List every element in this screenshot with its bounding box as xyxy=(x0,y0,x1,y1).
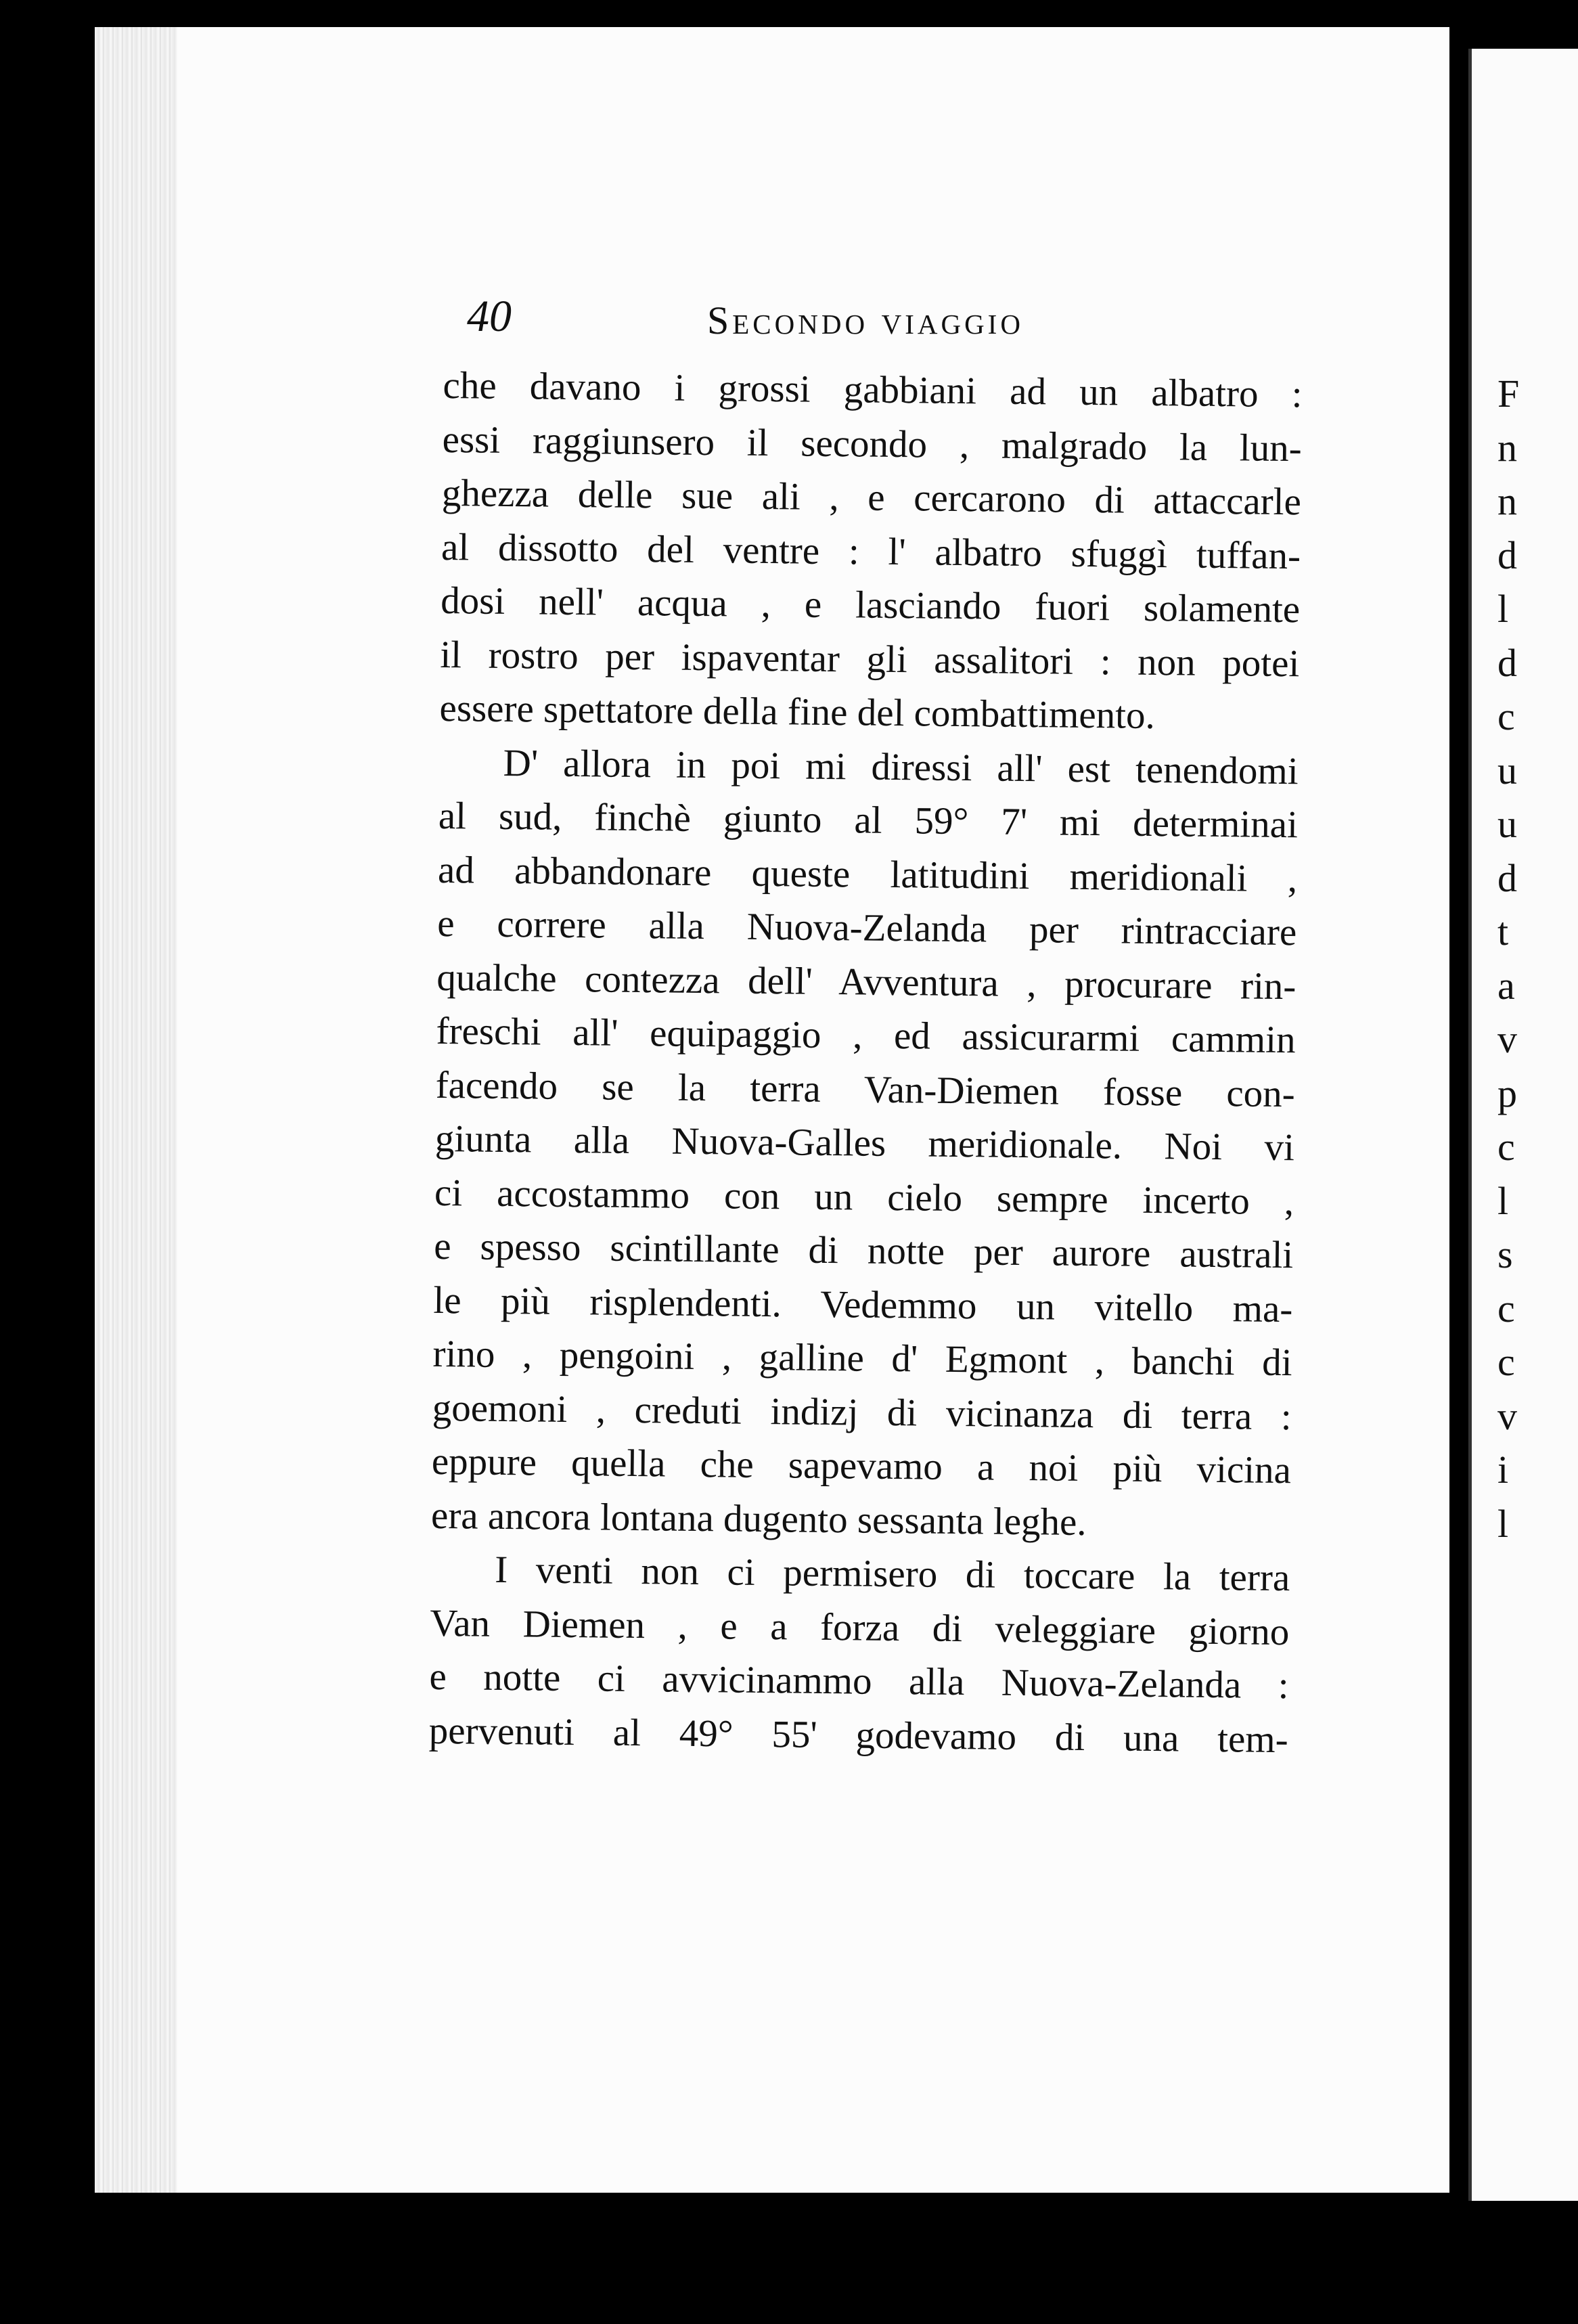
text-line: dosi nell' acqua , e lasciando fuori solamente xyxy=(440,579,1301,631)
facing-page-letter: n xyxy=(1497,425,1517,470)
facing-page-letter: p xyxy=(1497,1071,1517,1115)
text-line: al dissotto del ventre : l' albatro sfuggì tuffan- xyxy=(441,525,1301,577)
facing-page-letter: u xyxy=(1497,748,1517,792)
text-line: giunta alla Nuova-Galles meridionale. Noi vi xyxy=(434,1117,1295,1169)
facing-page-letter: l xyxy=(1497,1178,1509,1223)
text-line: facendo se la terra Van-Diemen fosse con- xyxy=(435,1063,1296,1115)
facing-page-letter: t xyxy=(1497,910,1509,954)
text-line: essi raggiunsero il secondo , malgrado la lun- xyxy=(442,418,1303,470)
facing-page-letter: d xyxy=(1497,533,1517,577)
text-line: al sud, finchè giunto al 59° 7' mi determinai xyxy=(438,794,1299,847)
text-line: rino , pengoini , galline d' Egmont , banchi di xyxy=(432,1332,1292,1385)
text-line: freschi all' equipaggio , ed assicurarmi cammin xyxy=(436,1009,1296,1062)
facing-page-letter: c xyxy=(1497,694,1515,738)
facing-page-letter: c xyxy=(1497,1125,1515,1169)
facing-page-letter: i xyxy=(1497,1448,1509,1492)
facing-page-letter: a xyxy=(1497,963,1515,1008)
text-line: ad abbandonare queste latitudini meridionali , xyxy=(437,848,1298,900)
text-line: eppure quella che sapevamo a noi più vicina xyxy=(431,1439,1292,1492)
facing-page-letter: d xyxy=(1497,855,1517,900)
page-stack-edge xyxy=(95,27,185,2193)
facing-page-letter: v xyxy=(1497,1017,1517,1061)
facing-page-letter: n xyxy=(1497,479,1517,523)
text-line: qualche contezza dell' Avventura , procurare rin- xyxy=(436,956,1297,1008)
body-text xyxy=(428,359,1303,1766)
facing-page-letter: v xyxy=(1497,1393,1517,1438)
facing-page-letters xyxy=(1497,367,1519,1550)
facing-page-letter: c xyxy=(1497,1340,1515,1384)
facing-page-letter: F xyxy=(1497,372,1520,416)
facing-page-letter: l xyxy=(1497,587,1509,631)
text-line: ci accostammo con un cielo sempre incerto , xyxy=(434,1171,1294,1223)
text-line: I venti non ci permisero di toccare la terra xyxy=(494,1548,1290,1600)
text-line: era ancora lontana dugento sessanta leghe. xyxy=(430,1494,1087,1544)
text-line: che davano i grossi gabbiani ad un albatro : xyxy=(443,363,1303,416)
page-number: 40 xyxy=(467,292,512,341)
text-line: goemoni , creduti indizj di vicinanza di terra : xyxy=(432,1386,1292,1438)
facing-page-fragment xyxy=(1468,49,1578,2201)
running-head: Secondo viaggio xyxy=(707,298,1024,342)
text-line: le più risplendenti. Vedemmo un vitello ma- xyxy=(433,1278,1293,1331)
text-line: ghezza delle sue ali , e cercarono di attaccarle xyxy=(441,471,1302,524)
text-line: e correre alla Nuova-Zelanda per rintracciare xyxy=(436,901,1297,954)
text-line: e notte ci avvicinammo alla Nuova-Zelanda : xyxy=(429,1655,1289,1707)
facing-page-letter: d xyxy=(1497,640,1517,685)
facing-page-letter: u xyxy=(1497,802,1517,846)
text-line: Van Diemen , e a forza di veleggiare giorno xyxy=(430,1601,1290,1653)
text-line: essere spettatore della fine del combattimento. xyxy=(439,686,1156,738)
facing-page-letter: s xyxy=(1497,1232,1513,1276)
facing-page-letter: l xyxy=(1497,1501,1509,1546)
text-line: pervenuti al 49° 55' godevamo di una tem- xyxy=(428,1709,1289,1761)
text-line: D' allora in poi mi diressi all' est tenendomi xyxy=(503,741,1299,792)
text-line: e spesso scintillante di notte per aurore australi xyxy=(433,1224,1294,1277)
facing-page-letter: c xyxy=(1497,1286,1515,1331)
text-line: il rostro per ispaventar gli assalitori : non potei xyxy=(440,633,1300,685)
